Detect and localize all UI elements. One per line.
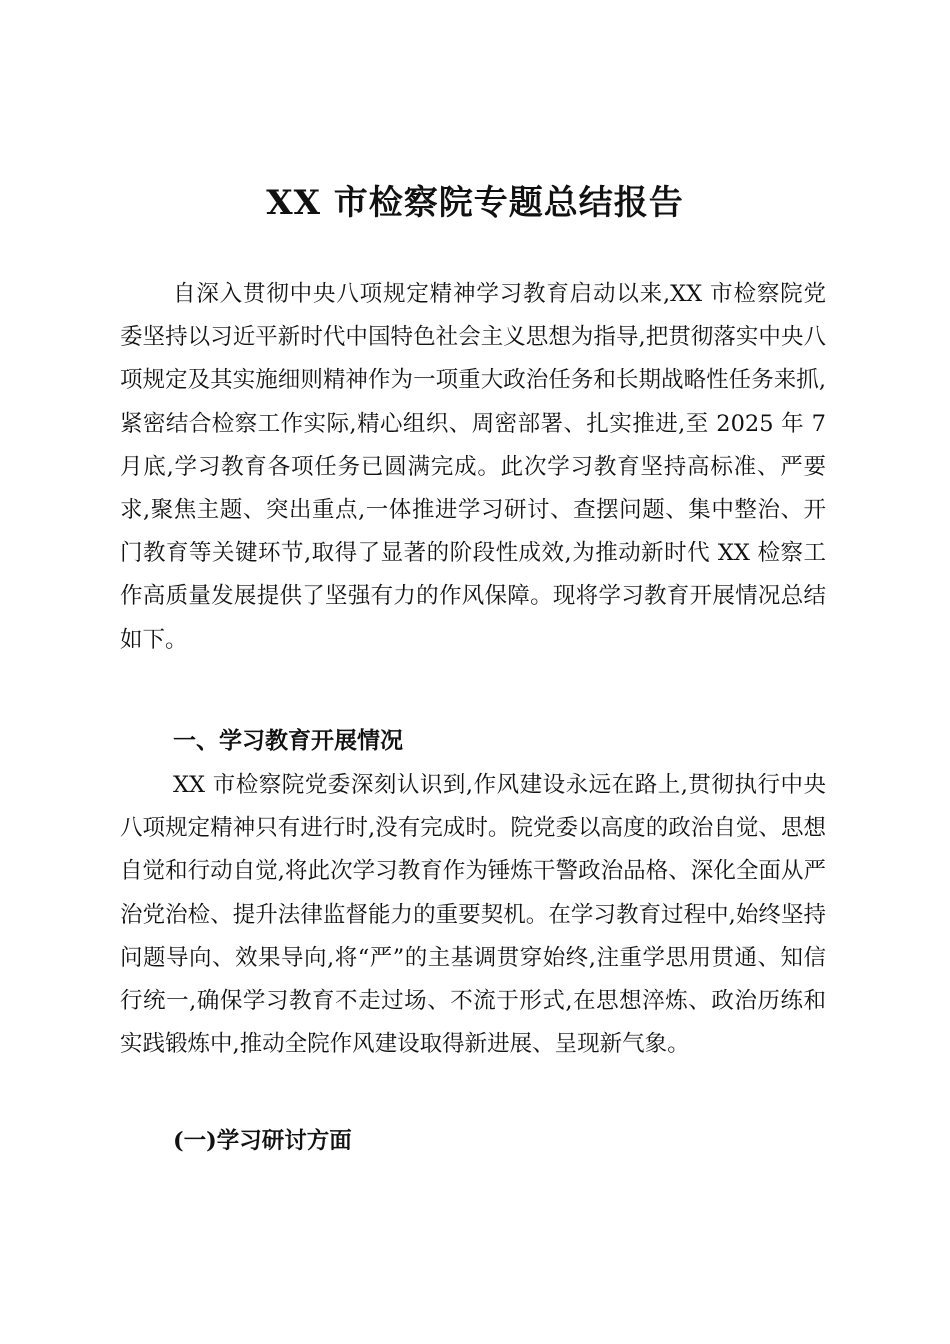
intro-paragraph: 自深入贯彻中央八项规定精神学习教育启动以来,XX 市检察院党委坚持以习近平新时代中国特色社会主义思想为指导,把贯彻落实中央八项规定及其实施细则精神作为一项重大政治任务和长期战略性任务来抓,紧密结合检察工作实际,精心组织、周密部署、扎实推进,至 2025 年 7 月底,学习教育各项任务已圆满完成。此次学习教育坚持高标准、严要求,聚焦主题、突出重点,一体推进学习研讨、查摆问题、集中整治、开门教育等关键环节,取得了显著的阶段性成效,为推动新时代 XX 检察工作高质量发展提供了坚强有力的作风保障。现将学习教育开展情况总结如下。	[120, 281, 826, 653]
document-title: XX 市检察院专题总结报告	[266, 183, 684, 223]
section-heading: 一、学习教育开展情况	[173, 728, 403, 754]
subsection-heading: (一)学习研讨方面	[173, 1128, 352, 1154]
section-paragraph: XX 市检察院党委深刻认识到,作风建设永远在路上,贯彻执行中央八项规定精神只有进行时,没有完成时。院党委以高度的政治自觉、思想自觉和行动自觉,将此次学习教育作为锤炼干警政治品格、深化全面从严治党治检、提升法律监督能力的重要契机。在学习教育过程中,始终坚持问题导向、效果导向,将“严”的主基调贯穿始终,注重学思用贯通、知信行统一,确保学习教育不走过场、不流于形式,在思想淬炼、政治历练和实践锻炼中,推动全院作风建设取得新进展、呈现新气象。	[120, 772, 826, 1058]
